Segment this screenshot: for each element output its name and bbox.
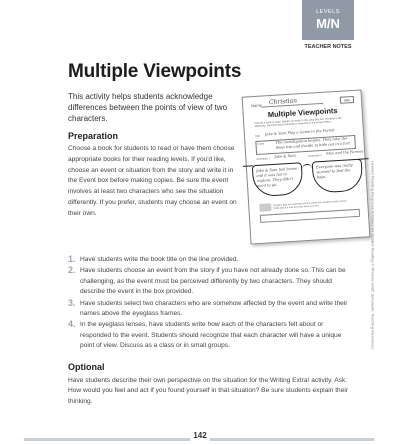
thumb-lens-left-text: Jake & Sam feel brave and it was fun to explore. They didn't want to go. [256,166,297,189]
side-credit-text: Leveled Reading Response Activities for Guided Reading © Rhonda Graff, Scholastic Teaching Resources [370,160,376,350]
thumb-lens-right-text: Everyone was really worried to find the boys. [315,163,353,180]
thumb-title: Multiple Viewpoints [267,105,338,120]
thumb-character1-label: Character 1 [256,157,271,162]
thumb-title-label: Title [254,134,260,139]
intro-text: This activity helps students acknowledge differences between the points of view of two characters. [68,92,228,123]
teacher-notes-label: TEACHER NOTES [304,44,352,50]
step-text: Have students write the book title on the line provided. [80,256,239,263]
step-text: Have students choose an event from the story if you have not already done so. This can be challenging, as the event must be perceived differently by two characters. They should describe the event in the box provided. [80,267,346,296]
preparation-body: Choose a book for students to read or have them choose appropriate books for their reading levels. If you'd like, choose an event or situation from the story and write it in the Event box before making copies. Be sure the event involves at least two characters who see the situation differently. If you prefer, students may choose an event on their own. [68,145,237,217]
thumb-character1-value: Jake & Sam [274,153,296,159]
thumb-event-label: Event [257,142,265,146]
side-credit [368,150,378,360]
thumb-character2-label: Character 2 [308,154,322,158]
page-title: Multiple Viewpoints [68,61,242,82]
thumb-event-value: The investigation begins. They take the deep trip and decide to hide out in a fort. [275,136,352,150]
optional-heading: Optional [68,362,105,372]
thumb-level: M/N [340,96,354,104]
level-tab-label: LEVELS [316,9,340,15]
step-text: In the eyeglass lenses, have students write how each of the characters felt about or responded to the event. Students should recognize that each character will have a unique point of view. Discuss as a class or in small groups. [80,321,342,350]
step-number: 4. [68,319,76,330]
level-tab [302,0,354,40]
step-text: Have students select two characters who are somehow affected by the event and write their names above the eyeglass frames. [80,299,348,318]
glasses-bridge [302,164,312,171]
step-number: 3. [68,297,76,308]
thumb-footer-box [260,209,360,223]
preparation-heading: Preparation [68,131,119,141]
writing-extra-logo [259,203,271,212]
step-number: 2. [68,265,76,276]
step-number: 1. [68,254,76,264]
page-number: 142 [190,431,210,443]
thumb-footer-text: Imagine that you experienced the event from another point of view. Write about it and describe what you see. [273,199,348,211]
thumb-name-label: Name [251,102,262,109]
thumb-character2-value: Max and the Farmer [326,149,364,156]
thumb-title-value: Jake & Sam Play a Game in the Forest [264,128,335,137]
level-tab-value: M/N [316,16,340,31]
thumb-directions: Choose a book to read. Identify an event in the story that two characters see differently. Describe each character's viewpoint in the lenses below. [254,116,342,129]
step-item [68,299,348,320]
steps-list [68,255,348,353]
worksheet-thumbnail [242,89,371,244]
optional-body: Have students describe their own perspective on the situation for the Writing Extra! activity. Ask: How would you feel and act if you found yourself in that situation? Be sure students explain their thinking. [68,377,349,405]
thumb-name-value: Christian [268,97,298,107]
step-item [68,266,348,297]
step-item [68,255,348,265]
step-item [68,320,348,351]
